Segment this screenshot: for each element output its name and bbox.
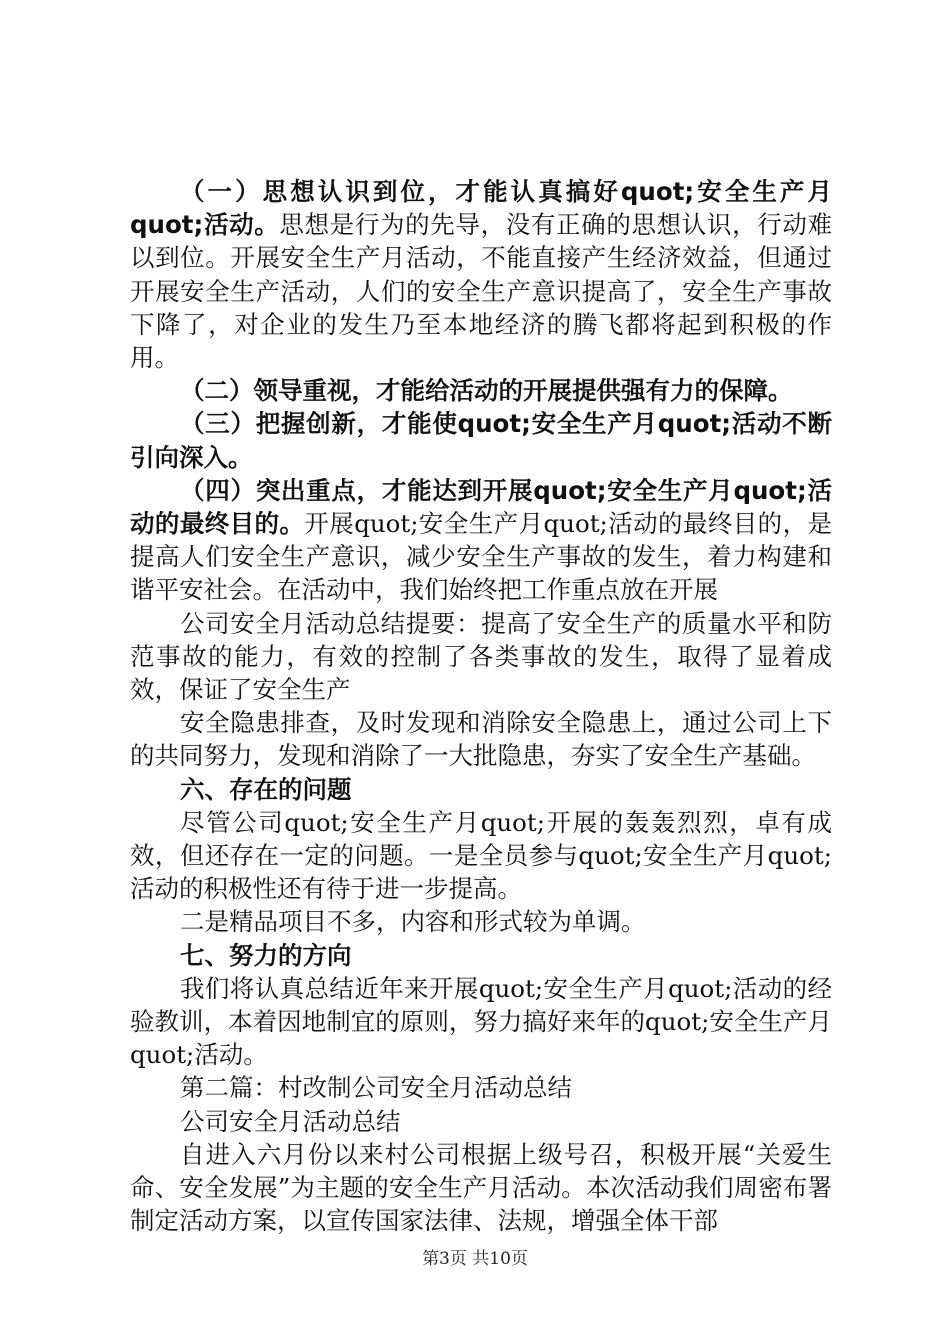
bold-heading: （三）把握创新，才能使quot;安全生产月quot;活动不断引向深入。 (130, 409, 832, 472)
paragraph-text: 公司安全月活动总结 (180, 1106, 401, 1136)
paragraph (130, 905, 832, 938)
paragraph (130, 607, 832, 707)
paragraph (130, 374, 832, 407)
paragraph (130, 706, 832, 772)
paragraph-text: 公司安全月活动总结提要：提高了安全生产的质量水平和防范事故的能力，有效的控制了各类事故的发生，取得了显着成效，保证了安全生产 (130, 608, 832, 705)
paragraph-text: 我们将认真总结近年来开展quot;安全生产月quot;活动的经验教训，本着因地制宜的原则，努力搞好来年的quot;安全生产月quot;活动。 (130, 973, 832, 1070)
paragraph (130, 1071, 832, 1104)
paragraph-text: 自进入六月份以来村公司根据上级号召，积极开展“关爱生命、安全发展”为主题的安全生产月活动。本次活动我们周密布署制定活动方案，以宣传国家法律、法规，增强全体干部 (130, 1139, 832, 1236)
section-heading (130, 939, 832, 972)
paragraph-text: 安全隐患排查，及时发现和消除安全隐患上，通过公司上下的共同努力，发现和消除了一大批隐患，夯实了安全生产基础。 (130, 708, 832, 771)
bold-heading: 六、存在的问题 (180, 774, 352, 804)
body-text (130, 175, 832, 1238)
bold-heading: 七、努力的方向 (180, 940, 352, 970)
page-footer: 第3页 共10页 (422, 1249, 528, 1269)
paragraph (130, 972, 832, 1072)
paragraph (130, 1138, 832, 1238)
paragraph-text: 二是精品项目不多，内容和形式较为单调。 (180, 907, 646, 937)
paragraph (130, 806, 832, 906)
bold-heading: （四）突出重点，才能达到开展quot;安全生产月quot;活动的最终目的。 (130, 475, 832, 539)
section-heading (130, 773, 832, 806)
paragraph (130, 1105, 832, 1138)
paragraph (130, 407, 832, 473)
paragraph-text: 开展quot;安全生产月quot;活动的最终目的，是提高人们安全生产意识，减少安全生产事故的发生，着力构建和谐平安社会。在活动中，我们始终把工作重点放在开展 (130, 509, 833, 605)
paragraph-text: 第二篇：村改制公司安全月活动总结 (180, 1073, 572, 1103)
paragraph (130, 474, 832, 607)
bold-heading: （一）思想认识到位，才能认真搞好quot;安全生产月quot;活动。 (130, 177, 832, 240)
paragraph-text: 思想是行为的先导，没有正确的思想认识，行动难以到位。开展安全生产月活动，不能直接产生经济效益，但通过开展安全生产活动，人们的安全生产意识提高了，安全生产事故下降了，对企业的发生乃至本地经济的腾飞都将起到积极的作用。 (130, 210, 833, 373)
paragraph (130, 175, 832, 374)
bold-heading: （二）领导重视，才能给活动的开展提供强有力的保障。 (180, 376, 793, 406)
paragraph-text: 尽管公司quot;安全生产月quot;开展的轰轰烈烈，卓有成效，但还存在一定的问题。一是全员参与quot;安全生产月quot;活动的积极性还有待于进一步提高。 (130, 807, 832, 904)
